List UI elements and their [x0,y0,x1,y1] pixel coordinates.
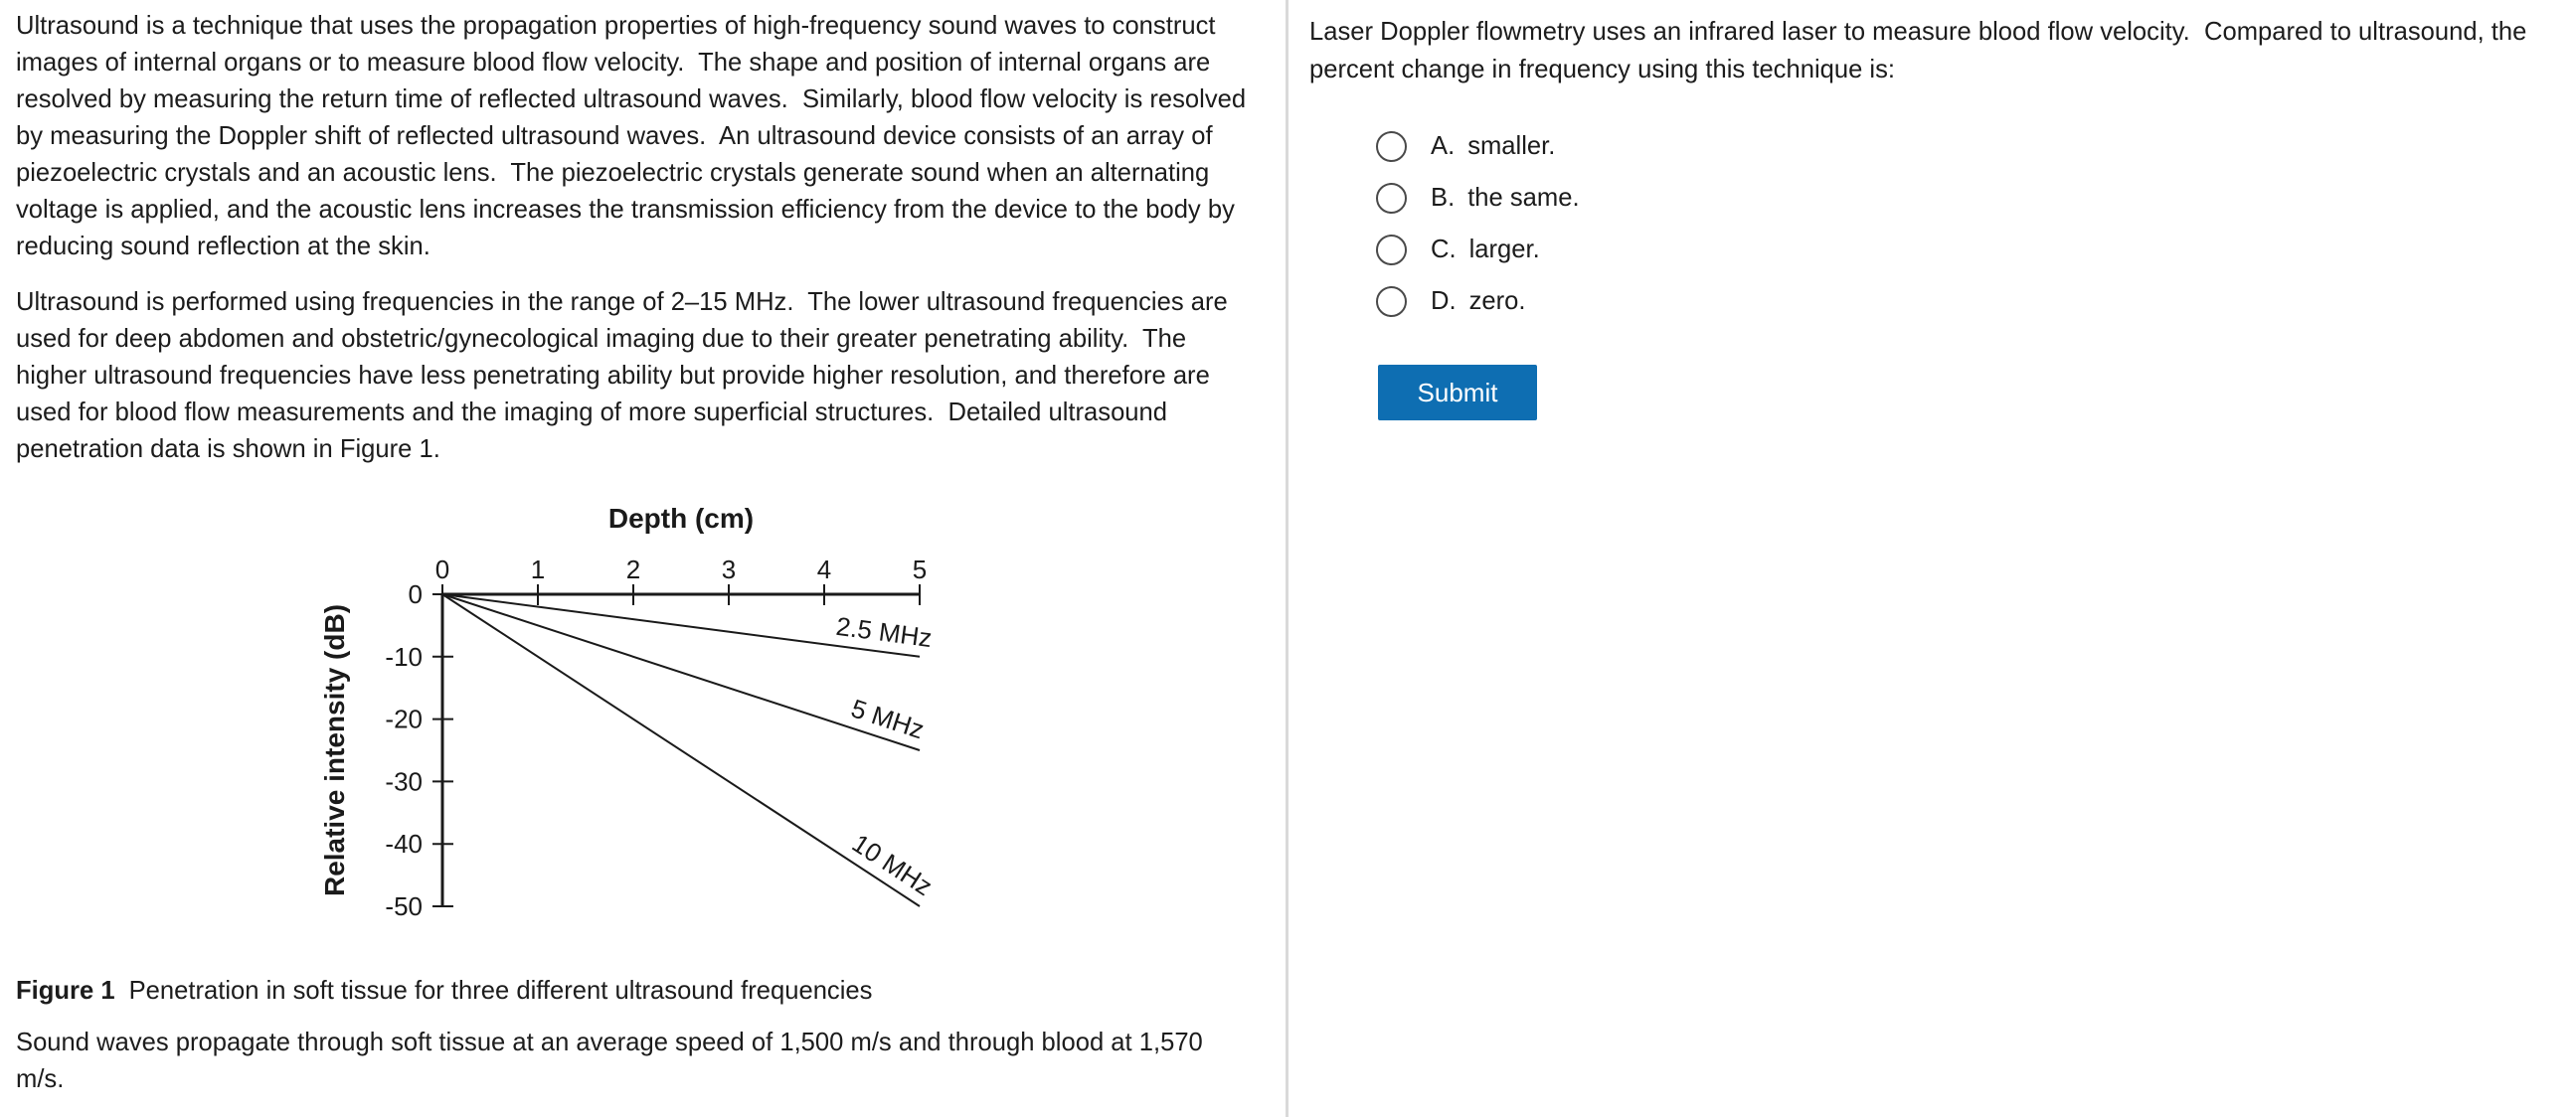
option-letter: A. [1431,131,1456,160]
y-axis-title: Relative intensity (dB) [319,603,350,897]
figure-caption [16,973,1254,1010]
option-text: zero. [1468,286,1526,315]
option-row-d[interactable] [1309,275,2304,327]
series-label-5-mhz: 5 MHz [847,693,929,745]
passage-footnote: Sound waves propagate through soft tissue at an average speed of 1,500 m/s and through blood at 1,570 m/s. [16,1029,1210,1093]
x-axis-title: Depth (cm) [607,503,755,534]
y-tick-label: -20 [385,704,423,734]
radio-button-b[interactable] [1376,183,1407,214]
x-tick-label: 4 [816,555,832,584]
option-text: larger. [1468,235,1540,263]
y-tick-label: -30 [385,766,423,797]
option-text: smaller. [1467,131,1556,160]
question-stem: Laser Doppler flowmetry uses an infrared laser to measure blood flow velocity. Compared to ultrasound, the percent change in frequency using this technique is: [1309,18,2534,83]
penetration-chart-svg [268,482,964,939]
option-letter: B. [1431,183,1456,212]
figure-1-chart [268,482,964,939]
submit-button[interactable]: Submit [1378,365,1537,420]
x-tick-label: 5 [912,555,928,584]
option-letter: C. [1431,235,1457,263]
option-row-a[interactable] [1309,120,2304,172]
option-letter: D. [1431,286,1457,315]
series-label-2.5-mhz: 2.5 MHz [834,610,935,654]
option-row-b[interactable] [1309,172,2304,224]
x-tick-label: 3 [721,555,737,584]
question-pane [1309,14,2557,407]
pane-divider [1286,0,1288,1117]
series-label-10-mhz: 10 MHz [846,828,939,902]
y-tick-label: -40 [385,829,423,860]
radio-button-c[interactable] [1376,235,1407,265]
radio-button-d[interactable] [1376,286,1407,317]
passage-paragraph-1: Ultrasound is a technique that uses the propagation properties of high-frequency sound waves to construct images of internal organs or to measure blood flow velocity. The shape and position of internal organs are resolved by measuring the return time of reflected ultrasound waves. Similarly, blood flow velocity is resolved by measuring the Doppler shift of reflected ultrasound waves. An ultrasound device consists of an array of piezoelectric crystals and an acoustic lens. The piezoelectric crystals generate sound when an alternating voltage is applied, and the acoustic lens increases the transmission efficiency from the device to the body by reducing sound reflection at the skin. [16,12,1254,260]
passage-pane [16,8,1254,468]
x-tick-label: 0 [434,555,450,584]
passage-paragraph-2: Ultrasound is performed using frequencies in the range of 2–15 MHz. The lower ultrasound frequencies are used for deep abdomen and obstetric/gynecological imaging due to their greater penetrating ability. The higher ultrasound frequencies have less penetrating ability but provide higher resolution, and therefore are used for blood flow measurements and the imaging of more superficial structures. Detailed ultrasound penetration data is shown in Figure 1. [16,288,1235,463]
y-tick-label: 0 [408,579,423,609]
y-tick-label: -50 [385,891,423,921]
option-row-c[interactable] [1309,224,2304,275]
answer-options [1309,120,2304,327]
option-text: the same. [1467,183,1580,212]
figure-caption-text: Penetration in soft tissue for three different ultrasound frequencies [128,977,873,1005]
y-tick-label: -10 [385,641,423,672]
radio-button-a[interactable] [1376,131,1407,162]
x-tick-label: 2 [625,555,641,584]
x-tick-label: 1 [530,555,546,584]
figure-caption-label: Figure 1 [16,977,115,1005]
